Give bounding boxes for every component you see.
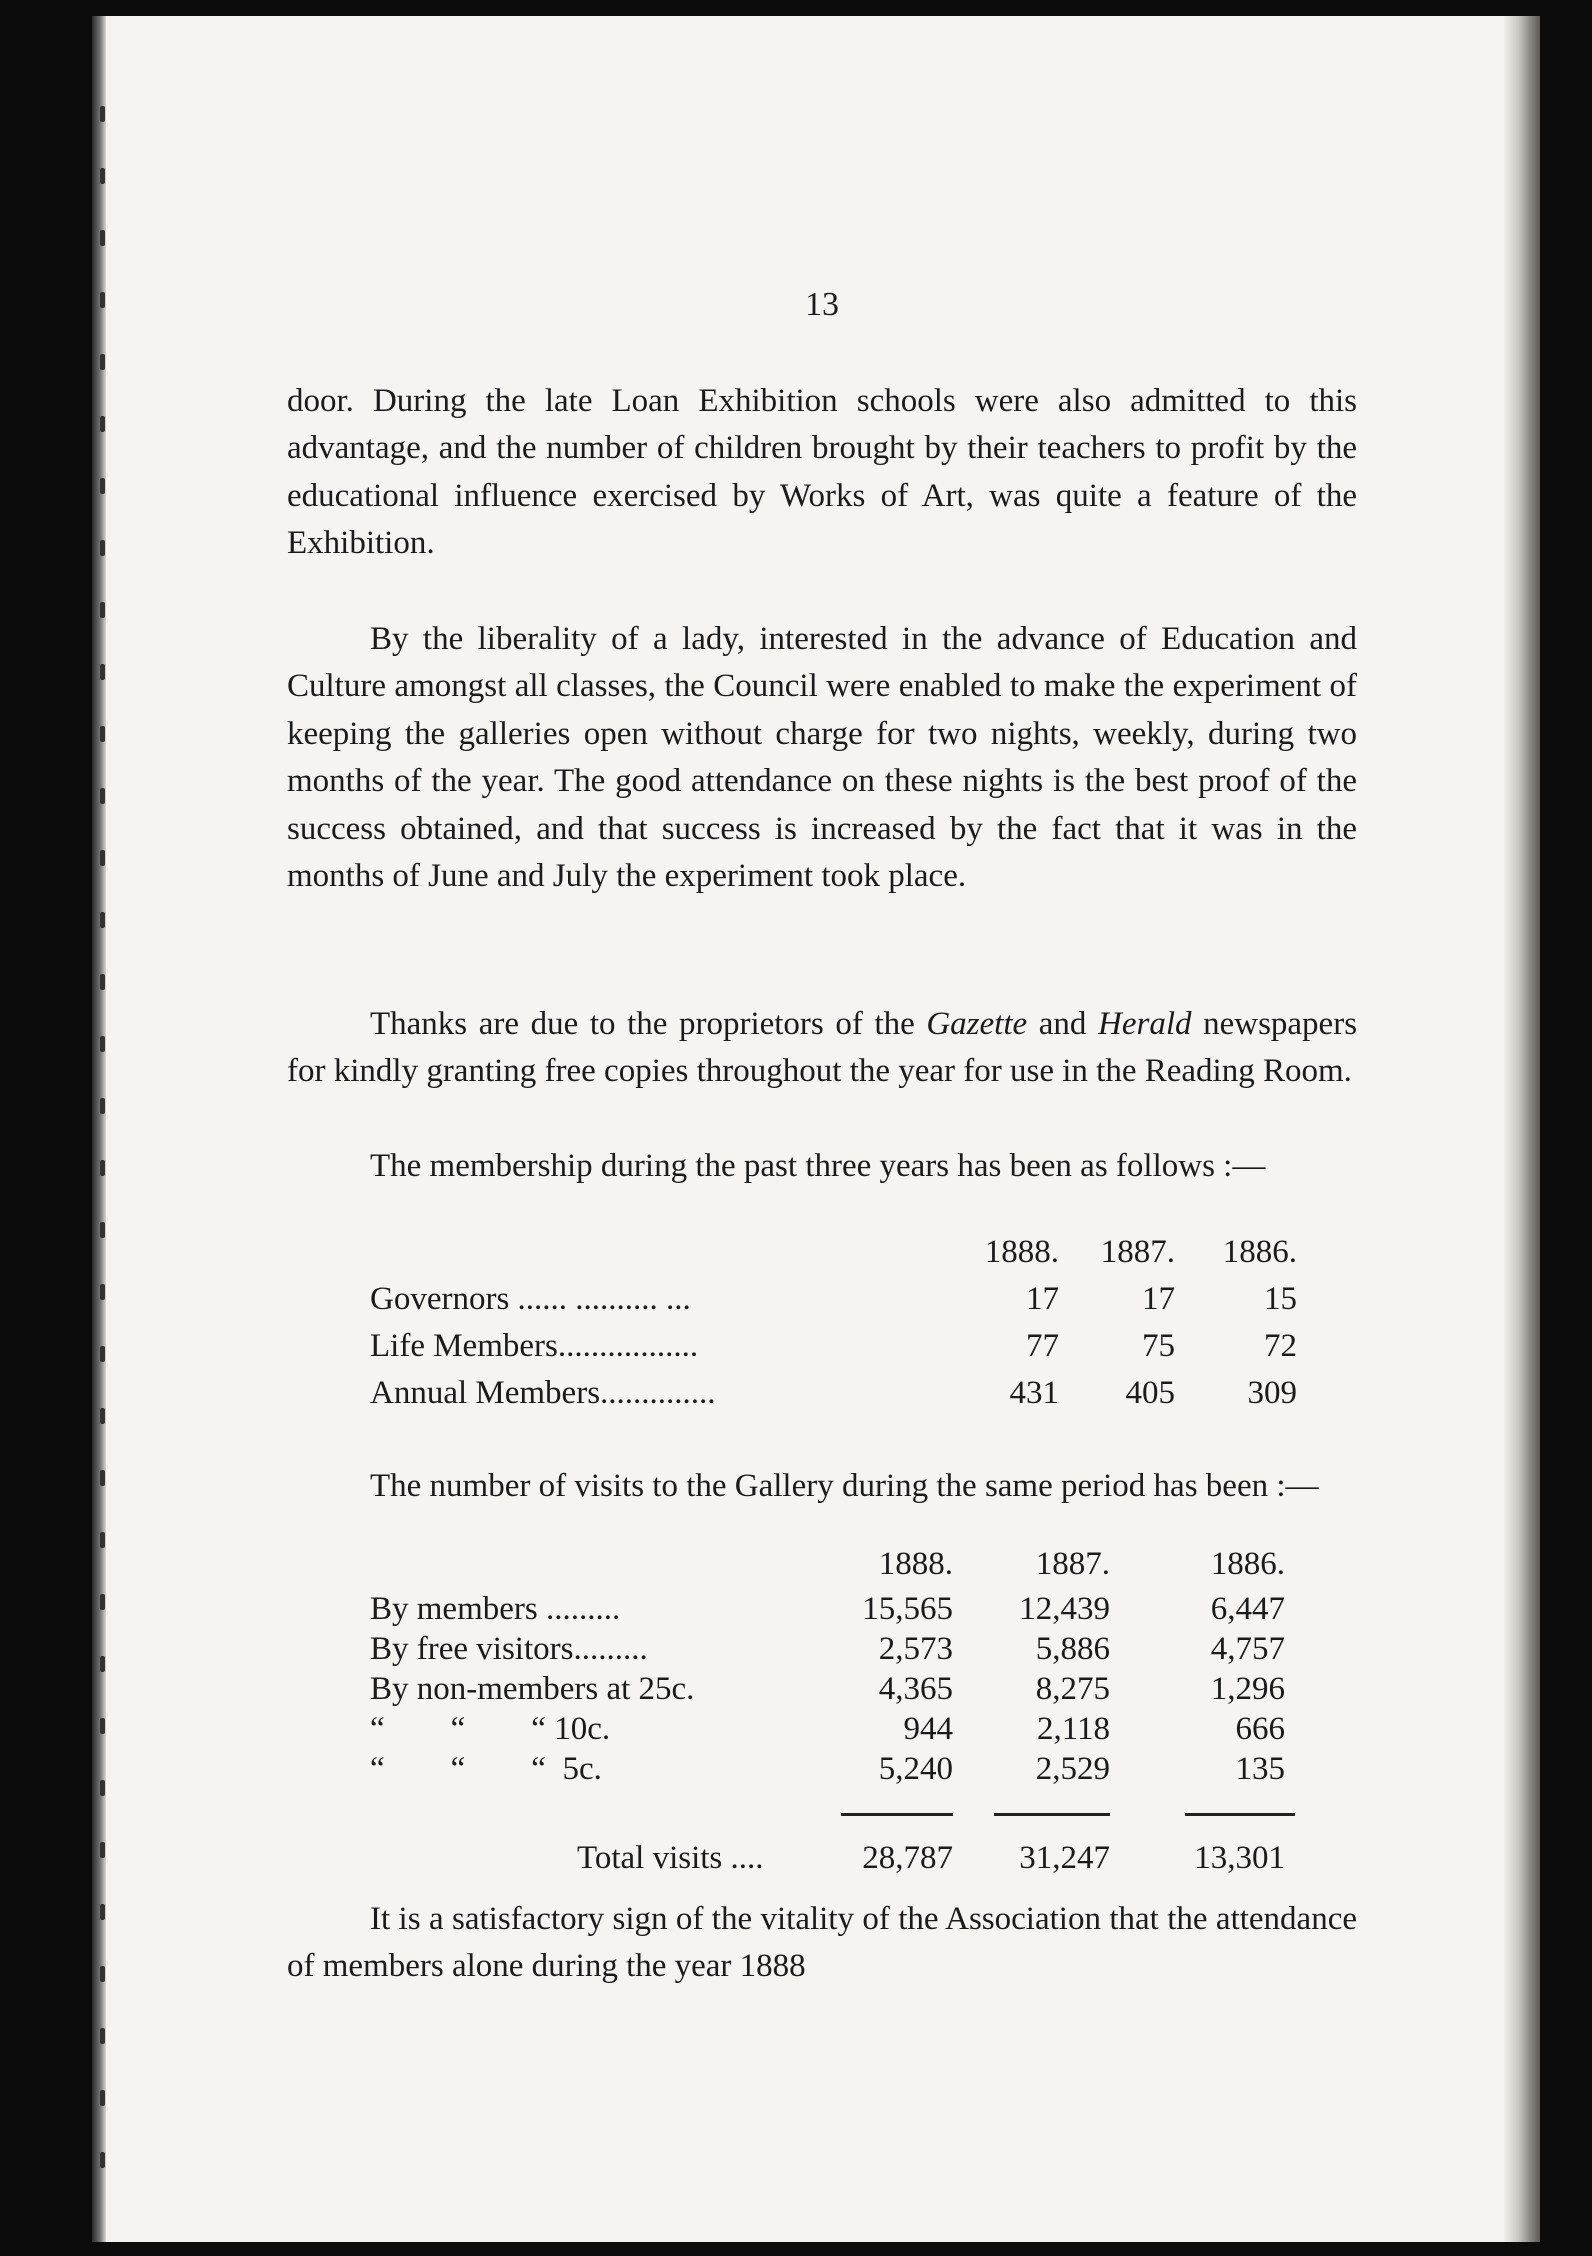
cell-1888: 77	[1026, 1328, 1059, 1364]
cell-1887: 8,275	[1035, 1671, 1110, 1707]
binding-mark	[100, 602, 105, 618]
binding-mark	[100, 726, 105, 742]
binding-mark	[100, 2090, 105, 2106]
row-label: Life Members.................	[370, 1328, 699, 1364]
table-row	[287, 1746, 1357, 1792]
p3-text-a: Thanks are due to the proprietors of the	[370, 1006, 915, 1042]
cell-1886: 4,757	[1210, 1631, 1285, 1667]
binding-mark	[100, 168, 105, 184]
herald-title: Herald	[1098, 1006, 1192, 1042]
binding-mark	[100, 2152, 105, 2168]
binding-mark	[100, 974, 105, 990]
cell-1888: 4,365	[878, 1671, 953, 1707]
cell-1888: 431	[1009, 1375, 1059, 1411]
cell-1888: 15,565	[862, 1591, 953, 1627]
book-page	[92, 16, 1540, 2242]
spine-binding-marks	[100, 16, 116, 2242]
cell-1886: 1,296	[1210, 1671, 1285, 1707]
p3-text-b: and	[1038, 1006, 1087, 1042]
cell-1887: 12,439	[1019, 1591, 1110, 1627]
cell-1887: 2,529	[1035, 1751, 1110, 1787]
cell-1886: 135	[1235, 1751, 1285, 1787]
cell-1888: 2,573	[878, 1631, 953, 1667]
binding-mark	[100, 1594, 105, 1610]
paragraph-membership: The membership during the past three years has been as follows :—	[370, 1148, 1266, 1184]
page-number: 13	[805, 286, 839, 323]
page-edge-shadow	[1504, 16, 1540, 2242]
table-header-row	[287, 1541, 1357, 1587]
binding-mark	[100, 1532, 105, 1548]
paragraph-visits: The number of visits to the Gallery during the same period has been :—	[370, 1468, 1319, 1504]
binding-mark	[100, 1098, 105, 1114]
row-label: “ “ “ 10c.	[370, 1711, 611, 1747]
header-1886: 1886.	[1210, 1546, 1285, 1582]
cell-1886: 72	[1264, 1328, 1297, 1364]
binding-mark	[100, 230, 105, 246]
cell-1886: 6,447	[1210, 1591, 1285, 1627]
cell-1887: 17	[1142, 1281, 1175, 1317]
row-label: “ “ “ 5c.	[370, 1751, 602, 1787]
binding-mark	[100, 106, 105, 122]
binding-mark	[100, 1222, 105, 1238]
row-label: Governors ...... .......... ...	[370, 1281, 691, 1317]
binding-mark	[100, 1904, 105, 1920]
paragraph-free-nights: By the liberality of a lady, interested in the advance of Education and Culture amongst all classes, the Council were enabled to make the experiment of keeping the galleries open without charge for two nights, weekly, during two months of the year. The good attendance on these nights is the best proof of the success obtained, and that success is increased by the fact that it was in the months of June and July the experiment took place.	[287, 621, 1357, 895]
table-row	[287, 1276, 1357, 1322]
binding-mark	[100, 478, 105, 494]
row-label: By free visitors.........	[370, 1631, 648, 1667]
cell-1886: 15	[1264, 1281, 1297, 1317]
paragraph-loan-exhibition: door. During the late Loan Exhibition schools were also admitted to this advantage, and the number of children brought by their teachers to profit by the educational influence exercised by Works of Art, was quite a feature of the Exhibition.	[287, 383, 1357, 562]
cell-1887: 2,118	[1036, 1711, 1110, 1747]
cell-1888: 5,240	[878, 1751, 953, 1787]
binding-mark	[100, 2028, 105, 2044]
binding-mark	[100, 540, 105, 556]
row-label: Annual Members..............	[370, 1375, 716, 1411]
table-row	[287, 1323, 1357, 1369]
binding-mark	[100, 354, 105, 370]
paragraph-vitality: It is a satisfactory sign of the vitality of the Association that the attendance of members alone during the year 1888	[287, 1901, 1357, 1985]
header-1886: 1886.	[1222, 1234, 1297, 1270]
p3-text-c: newspapers for kindly granting free copies throughout the year for use in the Reading Room.	[287, 1006, 1358, 1090]
binding-mark	[100, 1408, 105, 1424]
binding-mark	[100, 1284, 105, 1300]
cell-1886: 666	[1235, 1711, 1285, 1747]
binding-mark	[100, 912, 105, 928]
binding-mark	[100, 1780, 105, 1796]
binding-mark	[100, 664, 105, 680]
binding-mark	[100, 1346, 105, 1362]
total-label: Total visits ....	[577, 1840, 764, 1876]
row-label: By non-members at 25c.	[370, 1671, 695, 1707]
binding-mark	[100, 1656, 105, 1672]
total-rule-1886	[1185, 1813, 1295, 1816]
row-label: By members .........	[370, 1591, 621, 1627]
binding-mark	[100, 1842, 105, 1858]
binding-mark	[100, 292, 105, 308]
total-1888: 28,787	[862, 1840, 953, 1876]
binding-mark	[100, 416, 105, 432]
binding-mark	[100, 1036, 105, 1052]
cell-1886: 309	[1247, 1375, 1297, 1411]
total-1887: 31,247	[1019, 1840, 1110, 1876]
cell-1887: 5,886	[1035, 1631, 1110, 1667]
table-header-row	[287, 1229, 1357, 1275]
binding-mark	[100, 1470, 105, 1486]
total-rule-1888	[841, 1813, 953, 1816]
cell-1887: 405	[1125, 1375, 1175, 1411]
header-1887: 1887.	[1100, 1234, 1175, 1270]
binding-mark	[100, 850, 105, 866]
paragraph-newspapers	[287, 1001, 1357, 1096]
binding-mark	[100, 1718, 105, 1734]
total-1886: 13,301	[1194, 1840, 1285, 1876]
cell-1888: 944	[903, 1711, 953, 1747]
total-rule-1887	[994, 1813, 1110, 1816]
cell-1888: 17	[1026, 1281, 1059, 1317]
cell-1887: 75	[1142, 1328, 1175, 1364]
gazette-title: Gazette	[926, 1006, 1028, 1042]
header-1888: 1888.	[878, 1546, 953, 1582]
table-total-row	[287, 1835, 1357, 1881]
header-1888: 1888.	[984, 1234, 1059, 1270]
binding-mark	[100, 1160, 105, 1176]
binding-mark	[100, 788, 105, 804]
binding-mark	[100, 1966, 105, 1982]
table-row	[287, 1370, 1357, 1416]
header-1887: 1887.	[1035, 1546, 1110, 1582]
